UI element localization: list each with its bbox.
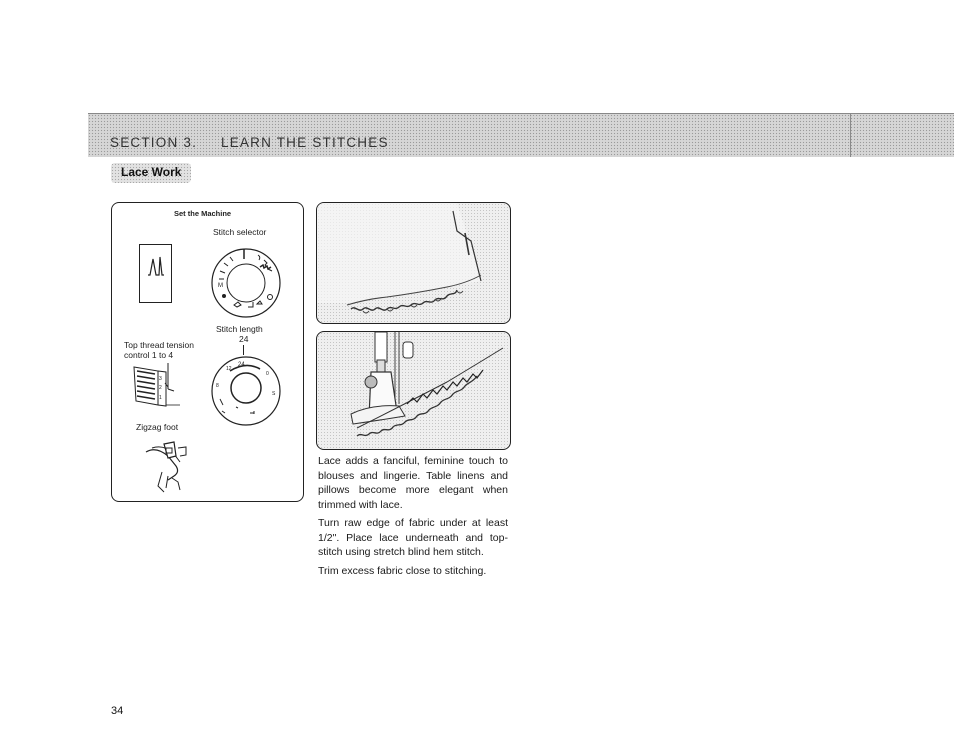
stitch-length-label: Stitch length [216,324,263,334]
topic-title: Lace Work [111,163,191,183]
svg-text:3: 3 [159,376,162,382]
stitch-pattern-window [139,244,172,303]
lace-fabric-photo [316,202,511,324]
stitch-length-pointer [243,345,244,355]
tension-control-knob [130,361,186,409]
tension-label-line2: control 1 to 4 [124,350,174,360]
band-divider [850,114,851,157]
stitch-pattern-icon [140,245,171,302]
section-label: SECTION 3. [110,135,198,150]
sewing-lace-photo [316,331,511,450]
paragraph-intro: Lace adds a fanciful, feminine touch to blouses and lingerie. Table linens and pillows become more elegant when trimmed with lace. [318,455,508,511]
set-machine-panel [111,202,304,502]
page-number: 34 [111,705,124,717]
length-mark-24: 24 [238,362,245,368]
svg-text:M: M [218,283,223,289]
length-mark-s: S [272,391,276,397]
section-title [110,135,389,150]
paragraph-trim: Trim excess fabric close to stitching. [318,565,487,577]
length-mark-8: 8 [216,383,219,389]
paragraph-instructions: Turn raw edge of fabric under at least 1/2". Place lace underneath and top-stitch using stretch blind hem stitch. [318,517,508,558]
length-mark-12: 12 [226,366,232,372]
section-header-band [88,113,954,157]
section-name: LEARN THE STITCHES [221,135,389,150]
stitch-selector-label: Stitch selector [213,227,267,237]
zigzag-foot-icon [142,436,204,496]
presser-foot-illustration [317,332,510,449]
panel-heading: Set the Machine [174,209,232,218]
length-mark-0: 0 [266,371,269,377]
stitch-selector-dial [210,247,282,319]
stitch-length-dial [210,355,282,427]
tension-label-line1: Top thread tension [124,340,194,350]
svg-text:2: 2 [159,385,162,391]
stitch-length-value: 24 [239,334,249,344]
svg-text:1: 1 [159,395,162,401]
lace-fabric-illustration [317,203,510,323]
zigzag-foot-label: Zigzag foot [136,422,179,432]
